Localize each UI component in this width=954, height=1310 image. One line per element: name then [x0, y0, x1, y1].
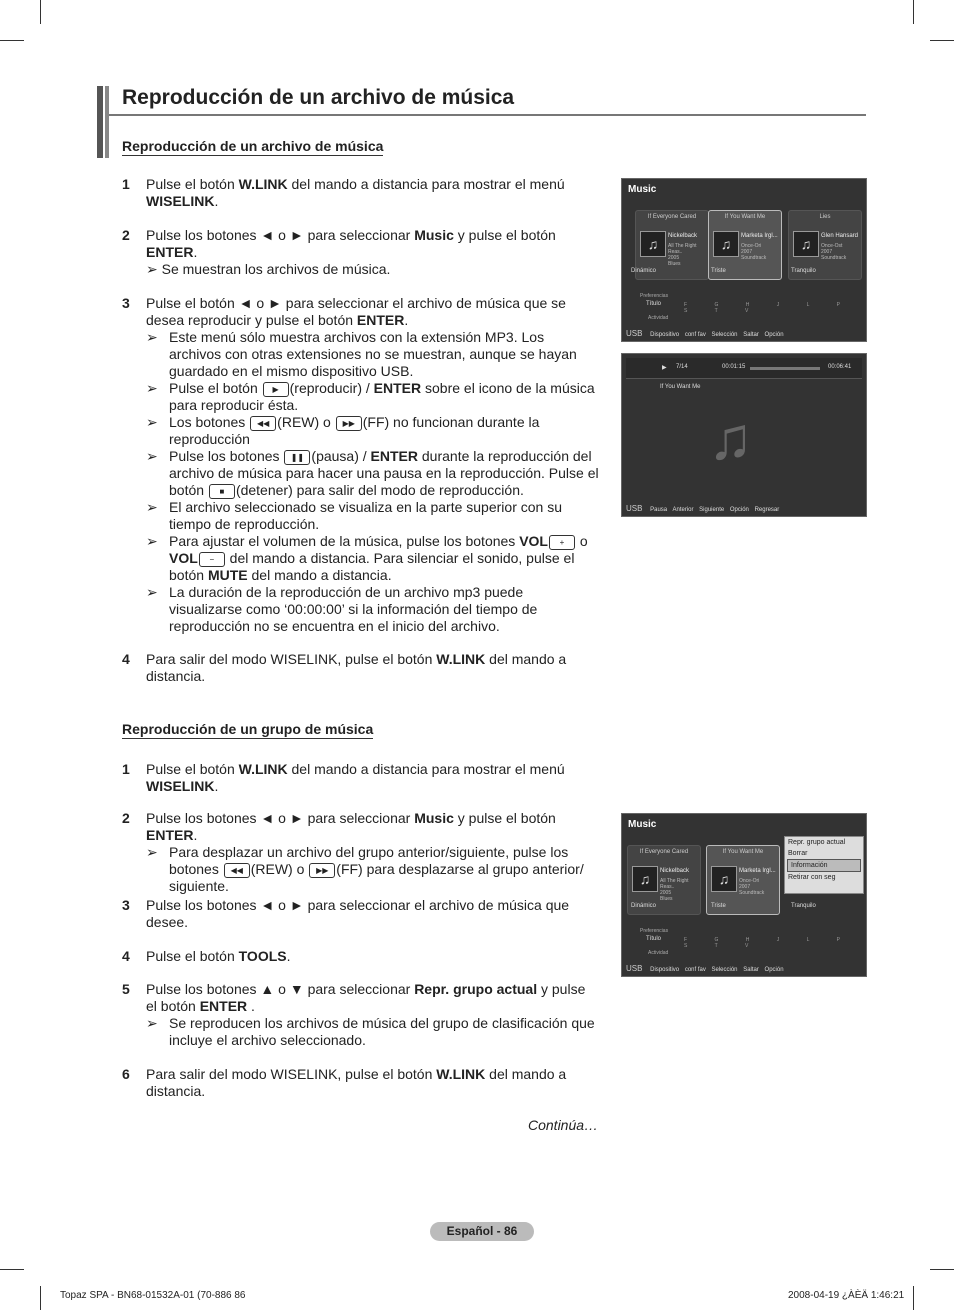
step-text: .	[214, 193, 219, 209]
step-text: .	[286, 948, 291, 964]
step-text: y pulse el botón	[146, 981, 586, 1014]
card-artist: Glen Hansard	[821, 233, 859, 239]
step-2	[122, 227, 600, 278]
arrow-icon: ➢	[146, 499, 158, 515]
step-text: TOOLS	[238, 948, 287, 964]
group-step-2	[122, 810, 600, 895]
step-text: Para salir del modo WISELINK, pulse el botón	[146, 1066, 437, 1082]
menu-item-safe-remove[interactable]: Retirar con seg	[788, 874, 836, 881]
card-meta: 2005	[660, 890, 672, 896]
arrow-icon: ➢	[146, 533, 158, 549]
volume-down-button-icon: −	[199, 552, 225, 567]
sort-strip[interactable]	[626, 302, 862, 312]
step-number: 4	[122, 651, 130, 667]
step-number: 4	[122, 948, 130, 964]
sort-label: Título	[646, 301, 662, 307]
step-text: ENTER	[146, 244, 194, 260]
rewind-button-icon: ◀◀	[224, 863, 250, 878]
usb-label: USB	[626, 504, 643, 513]
step-text: .	[193, 244, 198, 260]
step-text: Pulse el botón	[146, 948, 239, 964]
footer-left: Topaz SPA - BN68-01532A-01 (70-886 86	[60, 1290, 246, 1301]
tools-menu	[784, 836, 864, 894]
step-text: W.LINK	[436, 651, 486, 667]
card-meta: Once-Ost	[821, 243, 843, 249]
crop-mark	[0, 40, 24, 41]
title-rule	[109, 114, 866, 116]
step-number: 3	[122, 897, 130, 913]
page-number: Español - 86	[430, 1222, 534, 1241]
card-meta: Blues	[668, 261, 681, 267]
crop-mark	[930, 40, 954, 41]
preferences-label: Preferencias	[640, 293, 669, 299]
fav-hint: conf fav	[684, 332, 706, 338]
card-meta: Soundtrack	[739, 890, 765, 896]
card-title: If Everyone Cared	[639, 849, 689, 855]
continued-label: Continúa…	[528, 1117, 599, 1133]
step-text: ENTER	[146, 827, 194, 843]
section-heading: Reproducción de un grupo de música	[122, 721, 374, 737]
music-note-icon: ♫	[632, 866, 658, 892]
step-text: W.LINK	[238, 176, 288, 192]
step-text: WISELINK	[146, 778, 215, 794]
crop-mark	[40, 0, 41, 24]
step-text: .	[214, 778, 219, 794]
note-text: Se muestran los archivos de música.	[161, 261, 391, 277]
card-meta: All The Right Reas..	[660, 878, 689, 890]
step-number: 3	[122, 295, 130, 311]
step-number: 1	[122, 176, 130, 192]
group-step-1	[122, 761, 600, 795]
step-text: .	[247, 998, 255, 1014]
step-text: del mando a distancia.	[146, 651, 567, 684]
note-text: (detener) para salir del modo de reproducción.	[235, 482, 524, 498]
group-step-4	[122, 948, 600, 965]
play-icon: ▶	[662, 365, 667, 371]
card-meta: Soundtrack	[741, 255, 767, 261]
card-artist: Marketa Irgl...	[739, 868, 776, 874]
mood-label: Tranquilo	[791, 268, 816, 274]
step-text: Para salir del modo WISELINK, pulse el botón	[146, 651, 437, 667]
select-hint: Selección	[711, 967, 738, 973]
fast-forward-button-icon: ▶▶	[309, 863, 335, 878]
step-text: Pulse los botones ◄ o ► para seleccionar	[146, 227, 415, 243]
note-text: del mando a distancia. Para silenciar el sonido, pulse el botón	[169, 550, 575, 583]
note-text: o	[575, 533, 588, 549]
arrow-icon: ➢	[146, 844, 158, 860]
step-text: Pulse el botón	[146, 761, 239, 777]
step-number: 2	[122, 810, 130, 826]
bottom-bar	[626, 329, 788, 338]
card-title: Lies	[819, 214, 831, 220]
music-player-screen	[621, 353, 867, 517]
title-accent	[97, 86, 103, 158]
crop-mark	[930, 1269, 954, 1270]
footer-right: 2008-04-19 ¿ÀÈÄ 1:46:21	[788, 1290, 905, 1301]
note-text: (REW) o	[250, 861, 309, 877]
note-text: (FF) para desplazarse al grupo anterior/ siguiente.	[169, 861, 584, 894]
step-text: del mando a distancia para mostrar el menú	[287, 761, 565, 777]
note-text: El archivo seleccionado se visualiza en la parte superior con su tiempo de reproducción.	[169, 499, 562, 532]
step-text: Pulse el botón	[146, 176, 239, 192]
group-step-6	[122, 1066, 600, 1100]
device-hint: Dispositivo	[650, 967, 680, 973]
step-text: W.LINK	[436, 1066, 486, 1082]
step-text: Repr. grupo actual	[414, 981, 538, 997]
menu-item-play-group[interactable]: Repr. grupo actual	[788, 839, 846, 846]
step-text: WISELINK	[146, 193, 215, 209]
card-meta: 2005	[668, 255, 680, 261]
previous-hint: Anterior	[672, 507, 694, 513]
card-meta: 2007	[741, 249, 753, 255]
player-status-bar	[626, 358, 862, 379]
mood-label: Triste	[711, 903, 726, 909]
volume-up-button-icon: +	[549, 535, 575, 550]
screen-title: Music	[628, 184, 657, 195]
note-text: sobre el icono de la música para reproducir ésta.	[169, 380, 595, 413]
card-meta: 2007	[739, 884, 751, 890]
player-bottom-bar	[626, 504, 783, 513]
select-hint: Selección	[711, 332, 738, 338]
note-text: (REW) o	[277, 414, 335, 430]
section-heading: Reproducción de un archivo de música	[122, 138, 384, 154]
step-text: Pulse el botón ◄ o ► para seleccionar el archivo de música que se desea reproducir y pulse el botón	[146, 295, 566, 328]
note-text: Pulse el botón	[169, 380, 262, 396]
menu-item-information[interactable]: Información	[787, 859, 861, 872]
menu-item-delete[interactable]: Borrar	[788, 850, 808, 857]
step-number: 5	[122, 981, 130, 997]
music-browser-screen	[621, 178, 867, 342]
step-text: W.LINK	[238, 761, 288, 777]
music-note-icon: ♫	[640, 231, 666, 257]
note-text: (reproducir) /	[289, 380, 374, 396]
option-hint: Opción	[729, 507, 749, 513]
card-artist: Nickelback	[660, 868, 690, 874]
fav-hint: conf fav	[684, 967, 706, 973]
note-text: VOL	[519, 533, 548, 549]
step-3	[122, 295, 600, 635]
note-text: VOL	[169, 550, 198, 566]
note-text: Se reproducen los archivos de música del grupo de clasificación que incluye el archivo seleccionado.	[169, 1015, 595, 1048]
mood-label: Dinámico	[631, 903, 657, 909]
step-number: 2	[122, 227, 130, 243]
arrow-icon: ➢	[146, 380, 158, 396]
step-text: y pulse el botón	[453, 227, 556, 243]
option-hint: Opción	[764, 967, 784, 973]
pause-hint: Pausa	[650, 507, 668, 513]
music-note-icon: ♫	[708, 405, 753, 472]
play-button-icon: ▶	[263, 382, 289, 397]
step-text: Pulse los botones ◄ o ► para seleccionar el archivo de música que desee.	[146, 897, 570, 930]
note-text: Para desplazar un archivo del grupo anterior/siguiente, pulse los botones	[169, 844, 569, 877]
pause-button-icon: ❚❚	[284, 450, 310, 465]
step-number: 1	[122, 761, 130, 777]
mood-label: Tranquilo	[791, 903, 816, 909]
card-meta: Once-Ori	[741, 243, 762, 249]
sort-strip[interactable]	[626, 937, 862, 947]
activity-label: Actividad	[648, 950, 669, 956]
step-text: Music	[414, 810, 454, 826]
step-text: del mando a distancia.	[146, 1066, 567, 1099]
bottom-bar	[626, 964, 788, 973]
skip-hint: Saltar	[743, 967, 759, 973]
preferences-label: Preferencias	[640, 928, 669, 934]
device-hint: Dispositivo	[650, 332, 680, 338]
note-text: Pulse los botones	[169, 448, 284, 464]
elapsed-time: 00:01:15	[722, 364, 746, 370]
crop-mark	[913, 1286, 914, 1310]
title-accent	[105, 86, 109, 158]
card-meta: All The Right Reas..	[668, 243, 697, 255]
step-4	[122, 651, 600, 685]
usb-label: USB	[626, 964, 643, 973]
card-meta: 2007	[821, 249, 833, 255]
music-note-icon: ♫	[713, 231, 739, 257]
arrow-icon: ➢	[146, 261, 162, 277]
note-text: Este menú sólo muestra archivos con la extensión MP3. Los archivos con otras extensiones no se muestran, aunque se hayan guardado en el mismo dispositivo USB.	[169, 329, 577, 379]
note-text: (FF) no funcionan durante la reproducción	[169, 414, 540, 447]
step-text: Music	[414, 227, 454, 243]
note-text: MUTE	[207, 567, 248, 583]
crop-mark	[913, 0, 914, 24]
card-meta: Soundtrack	[821, 255, 847, 261]
note-text: La duración de la reproducción de un archivo mp3 puede visualizarse como ‘00:00:00’ si la información del tiempo de reproducción no se encuentra en el inicio del archivo.	[169, 584, 538, 634]
step-number: 6	[122, 1066, 130, 1082]
music-note-icon: ♫	[711, 866, 737, 892]
crop-mark	[40, 1286, 41, 1310]
step-text: ENTER	[356, 312, 405, 328]
arrow-icon: ➢	[146, 414, 158, 430]
song-title: If You Want Me	[660, 384, 701, 390]
card-meta: Blues	[660, 896, 673, 902]
stop-button-icon: ■	[209, 484, 235, 499]
mood-label: Triste	[711, 268, 726, 274]
step-text: .	[404, 312, 409, 328]
card-artist: Nickelback	[668, 233, 698, 239]
note-text: Para ajustar el volumen de la música, pulse los botones	[169, 533, 520, 549]
screen-title: Music	[628, 819, 657, 830]
activity-label: Actividad	[648, 315, 669, 321]
crop-mark	[0, 1269, 24, 1270]
progress-bar	[750, 367, 820, 370]
card-title: If You Want Me	[722, 849, 764, 855]
arrow-icon: ➢	[146, 329, 158, 345]
note-text: (pausa) /	[311, 448, 371, 464]
mood-label: Dinámico	[631, 268, 657, 274]
option-hint: Opción	[764, 332, 784, 338]
arrow-icon: ➢	[146, 1015, 158, 1031]
music-tools-screen	[621, 813, 867, 977]
return-hint: Regresar	[754, 507, 780, 513]
card-title: If Everyone Cared	[647, 214, 697, 220]
total-time: 00:06:41	[828, 364, 852, 370]
rewind-button-icon: ◀◀	[250, 416, 276, 431]
step-text: del mando a distancia para mostrar el menú	[287, 176, 565, 192]
step-text: y pulse el botón	[453, 810, 556, 826]
group-step-5	[122, 981, 600, 1049]
note-text: ENTER	[373, 380, 422, 396]
card-title: If You Want Me	[724, 214, 766, 220]
card-meta: Once-Ori	[739, 878, 760, 884]
track-counter: 7/14	[676, 364, 688, 370]
fast-forward-button-icon: ▶▶	[336, 416, 362, 431]
usb-label: USB	[626, 329, 643, 338]
step-text: Pulse los botones ▲ o ▼ para seleccionar	[146, 981, 415, 997]
card-artist: Marketa Irgl...	[741, 233, 778, 239]
letter-index: F G H J L P S T V	[684, 937, 853, 949]
note-text: durante la reproducción del archivo de música para hacer una pausa en la reproducción. Pulse el botón	[169, 448, 599, 498]
note-text: del mando a distancia.	[247, 567, 392, 583]
note-text: ENTER	[370, 448, 418, 464]
group-step-3	[122, 897, 600, 931]
arrow-icon: ➢	[146, 584, 158, 600]
music-note-icon: ♫	[793, 231, 819, 257]
page-title: Reproducción de un archivo de música	[122, 86, 515, 109]
note-text: Los botones	[169, 414, 250, 430]
sort-label: Título	[646, 936, 662, 942]
arrow-icon: ➢	[146, 448, 158, 464]
next-hint: Siguiente	[699, 507, 725, 513]
step-text: Pulse los botones ◄ o ► para seleccionar	[146, 810, 415, 826]
step-text: .	[193, 827, 198, 843]
step-text: ENTER	[199, 998, 248, 1014]
letter-index: F G H J L P S T V	[684, 302, 853, 314]
step-1	[122, 176, 600, 210]
skip-hint: Saltar	[743, 332, 759, 338]
